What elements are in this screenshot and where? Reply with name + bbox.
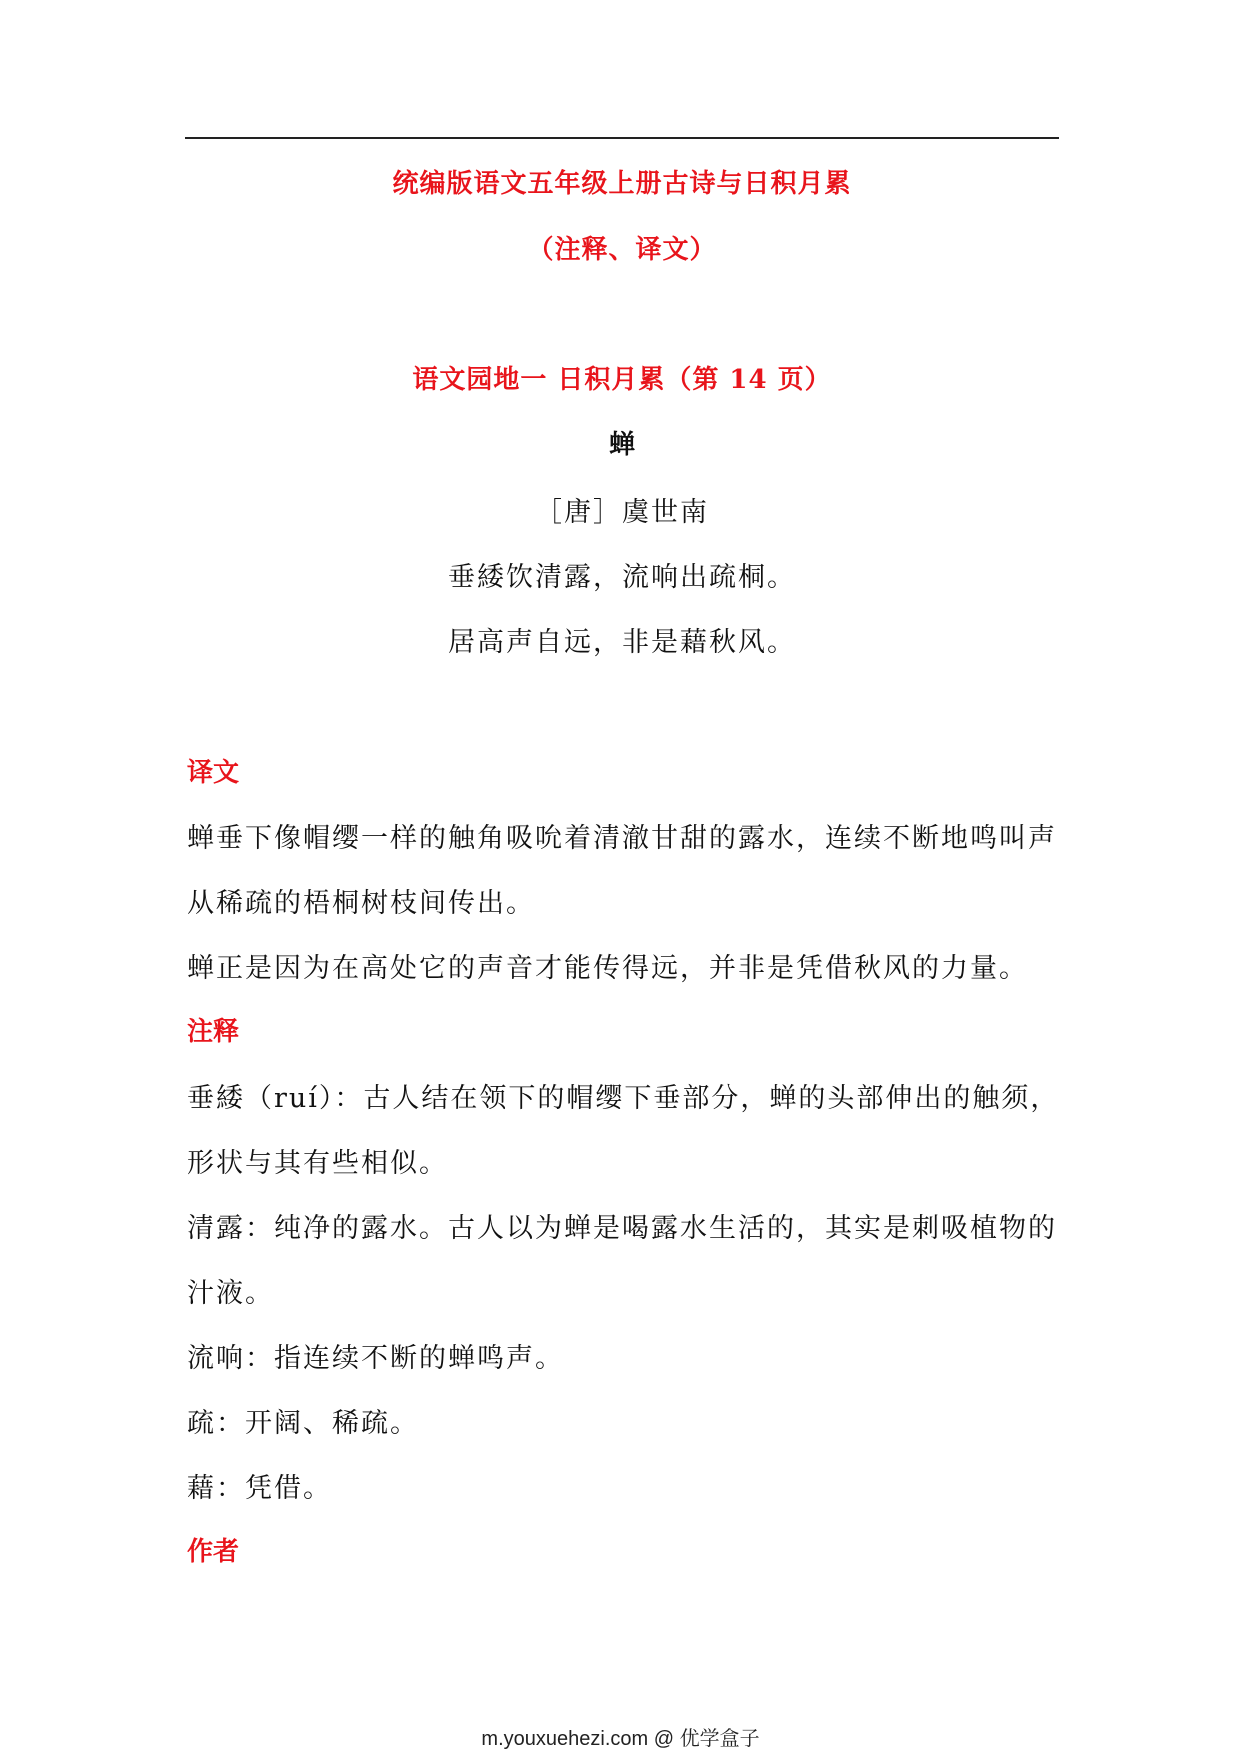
note-line: 流响：指连续不断的蝉鸣声。 [187, 1343, 564, 1374]
note-line: 形状与其有些相似。 [187, 1148, 448, 1179]
document-subtitle: （注释、译文） [527, 235, 717, 265]
poem-author: ［唐］虞世南 [535, 497, 709, 528]
translation-line: 蝉垂下像帽缨一样的触角吸吮着清澈甘甜的露水，连续不断地鸣叫声 [187, 823, 1057, 854]
section-title: 语文园地一 日积月累（第 14 页） [412, 365, 832, 395]
poem-line: 居高声自远，非是藉秋风。 [448, 627, 796, 658]
document-title: 统编版语文五年级上册古诗与日积月累 [392, 169, 852, 199]
translation-heading: 译文 [187, 758, 240, 788]
note-line: 垂緌（ruí）：古人结在领下的帽缨下垂部分，蝉的头部伸出的触须， [187, 1083, 1060, 1114]
translation-line: 蝉正是因为在高处它的声音才能传得远，并非是凭借秋风的力量。 [187, 953, 1028, 984]
note-line: 清露：纯净的露水。古人以为蝉是喝露水生活的，其实是刺吸植物的 [187, 1213, 1057, 1244]
note-line: 汁液。 [187, 1278, 274, 1309]
footer-watermark: m.youxuehezi.com @ 优学盒子 [481, 1728, 760, 1750]
poem-line: 垂緌饮清露，流响出疏桐。 [448, 562, 796, 593]
poem-title: 蝉 [608, 430, 635, 460]
author-heading: 作者 [187, 1537, 240, 1567]
top-divider [185, 137, 1059, 139]
note-line: 疏：开阔、稀疏。 [187, 1408, 419, 1439]
note-line: 藉：凭借。 [187, 1473, 332, 1504]
translation-line: 从稀疏的梧桐树枝间传出。 [187, 888, 535, 919]
notes-heading: 注释 [187, 1017, 240, 1047]
